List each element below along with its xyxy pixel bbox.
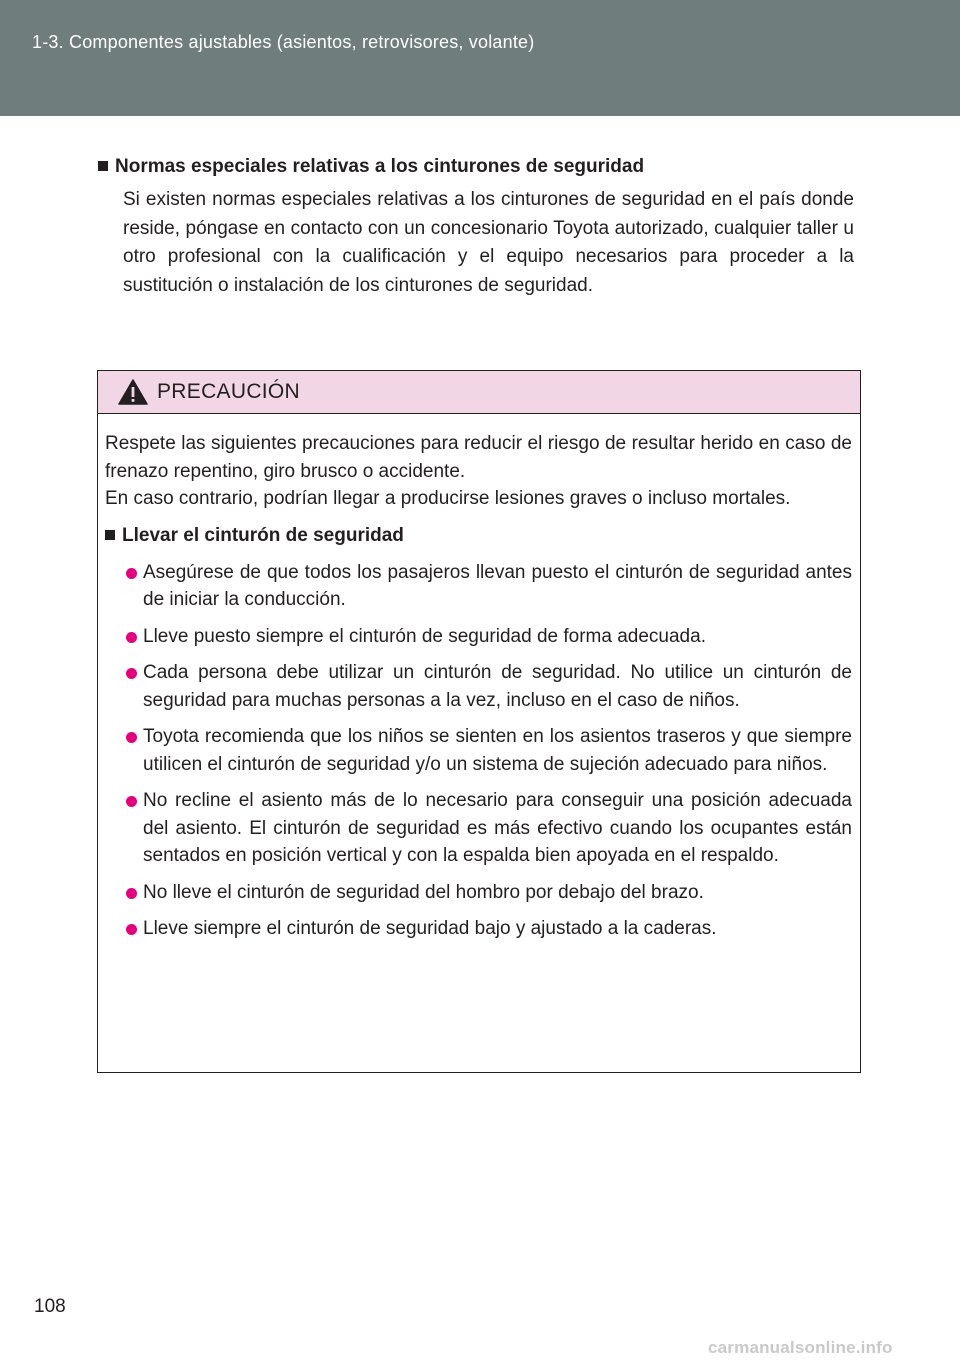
circle-bullet-icon [126, 888, 137, 899]
square-bullet-icon [98, 161, 108, 171]
square-bullet-icon [105, 530, 115, 540]
list-item-text: No recline el asiento más de lo necesario para conseguir una posición adecuada del asiento. El cinturón de seguridad es más efectivo cuando los ocupantes están sentados en posición vertical y con la espalda bien apoyada en el respaldo. [143, 790, 852, 866]
caution-body [98, 414, 860, 943]
section-heading-text: Normas especiales relativas a los cinturones de seguridad [115, 156, 645, 177]
list-item-text: Toyota recomienda que los niños se sienten en los asientos traseros y que siempre utilicen el cinturón de seguridad y/o un sistema de sujeción adecuado para niños. [143, 726, 852, 775]
caution-title: PRECAUCIÓN [157, 380, 301, 403]
section-paragraph: Si existen normas especiales relativas a los cinturones de seguridad en el país donde reside, póngase en contacto con un concesionario Toyota autorizado, cualquier taller u otro profesional con la cualificación y el equipo necesarios para proceder a la sustitución o instalación de los cinturones de seguridad. [123, 189, 854, 296]
list-item-text: Cada persona debe utilizar un cinturón de seguridad. No utilice un cinturón de seguridad para muchas personas a la vez, incluso en el caso de niños. [143, 662, 852, 711]
list-item-text: Lleve siempre el cinturón de seguridad bajo y ajustado a la caderas. [143, 918, 717, 939]
list-item-text: Asegúrese de que todos los pasajeros llevan puesto el cinturón de seguridad antes de iniciar la conducción. [143, 561, 852, 610]
list-item [105, 559, 852, 614]
caution-subheading [105, 523, 852, 549]
list-item [105, 723, 852, 778]
page-header [0, 0, 960, 116]
list-item [105, 879, 852, 907]
special-regulations-section [98, 154, 854, 300]
circle-bullet-icon [126, 732, 137, 743]
list-item [105, 659, 852, 714]
caution-subheading-text: Llevar el cinturón de seguridad [122, 524, 404, 546]
chapter-title: 1-3. Componentes ajustables (asientos, retrovisores, volante) [32, 32, 535, 52]
section-heading [98, 154, 854, 180]
circle-bullet-icon [126, 668, 137, 679]
circle-bullet-icon [126, 568, 137, 579]
list-item-text: No lleve el cinturón de seguridad del hombro por debajo del brazo. [143, 881, 704, 903]
circle-bullet-icon [126, 796, 137, 807]
warning-triangle-icon [118, 379, 148, 405]
page-number: 108 [34, 1296, 66, 1317]
caution-header [98, 371, 860, 414]
watermark: carmanualsonline.info [708, 1338, 893, 1357]
caution-intro-2: En caso contrario, podrían llegar a producirse lesiones graves o incluso mortales. [105, 488, 791, 509]
list-item-text: Lleve puesto siempre el cinturón de seguridad de forma adecuada. [143, 625, 706, 647]
list-item [105, 915, 852, 943]
list-item [105, 623, 852, 651]
caution-intro-1: Respete las siguientes precauciones para reducir el riesgo de resultar herido en caso de frenazo repentino, giro brusco o accidente. [105, 433, 852, 482]
caution-box [97, 370, 861, 1073]
circle-bullet-icon [126, 924, 137, 935]
caution-list [105, 559, 852, 943]
list-item [105, 787, 852, 870]
circle-bullet-icon [126, 632, 137, 643]
